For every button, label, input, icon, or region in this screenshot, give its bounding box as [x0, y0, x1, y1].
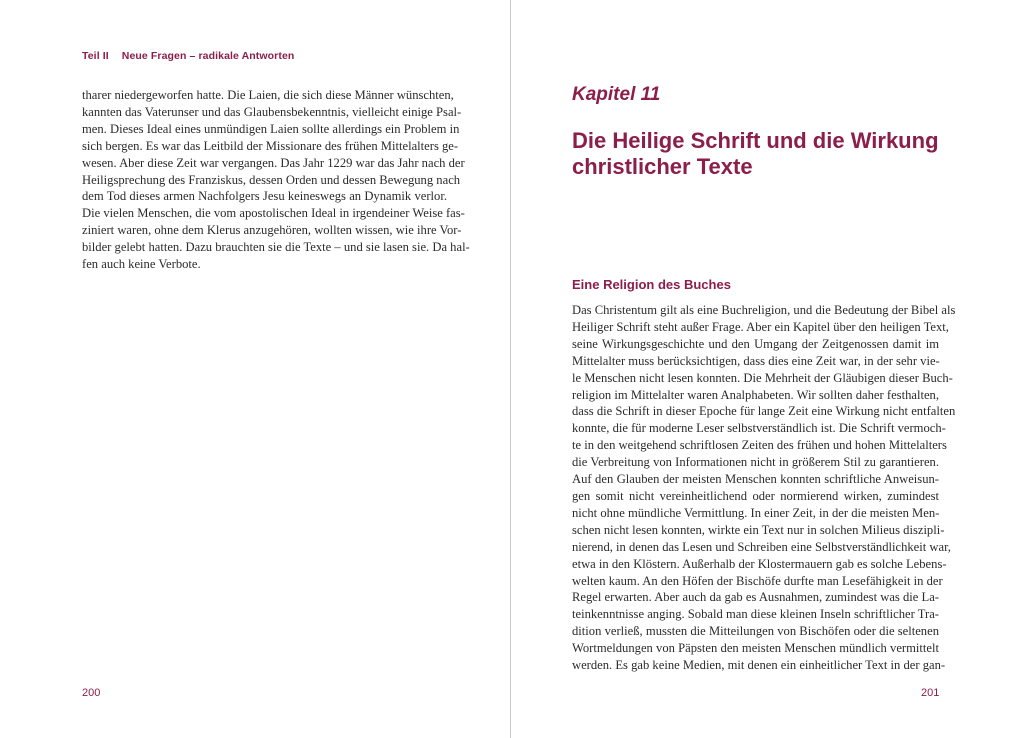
right-page — [511, 0, 1020, 738]
text-line: men. Dieses Ideal eines unmündigen Laien sollte allerdings ein Problem in — [82, 121, 460, 136]
text-line: Wortmeldungen von Päpsten den meisten Menschen mündlich vermittelt — [572, 641, 939, 656]
text-line: Heiliger Schrift steht außer Frage. Aber ein Kapitel über den heiligen Text, — [572, 319, 949, 334]
chapter-title — [572, 128, 952, 180]
text-line: tharer niedergeworfen hatte. Die Laien, die sich diese Männer wünschten, — [82, 88, 454, 102]
text-line: religion im Mittelalter waren Analphabeten. Wir sollten daher festhalten, — [572, 387, 939, 402]
text-line: ziniert waren, ohne dem Klerus anzugehören, wollten wissen, wie ihre Vor- — [82, 223, 462, 238]
running-head — [82, 50, 294, 62]
text-line: die Verbreitung von Informationen nicht in größerem Stil zu garantieren. — [572, 455, 939, 470]
chapter-title-line: Die Heilige Schrift und die Wirkung — [572, 128, 939, 153]
section-title: Eine Religion des Buches — [572, 277, 731, 292]
left-body-text — [82, 87, 470, 273]
text-line: fen auch keine Verbote. — [82, 257, 201, 272]
text-line: bilder gelebt hatten. Dazu brauchten sie die Texte – und sie lasen sie. Da hal- — [82, 240, 470, 255]
text-line: etwa in den Klöstern. Außerhalb der Klostermauern gab es solche Lebens- — [572, 556, 947, 571]
text-line: nicht ohne mündliche Vermittlung. In einer Zeit, in der die meisten Men- — [572, 505, 940, 520]
running-head-title: Neue Fragen – radikale Antworten — [121, 50, 295, 62]
chapter-title-line: christlicher Texte — [572, 154, 753, 179]
text-line: wesen. Aber diese Zeit war vergangen. Das Jahr 1229 war das Jahr nach der — [82, 155, 465, 170]
text-line: le Menschen nicht lesen konnten. Die Mehrheit der Gläubigen dieser Buch- — [572, 370, 953, 385]
text-line: seine Wirkungsgeschichte und den Umgang der Zeitgenossen damit im — [572, 336, 939, 351]
chapter-label: Kapitel 11 — [572, 84, 661, 105]
text-line: werden. Es gab keine Medien, mit denen ein einheitlicher Text in der gan- — [572, 658, 946, 673]
text-line: konnte, die für moderne Leser selbstverständlich ist. Die Schrift vermoch- — [572, 421, 946, 436]
text-line: nierend, in denen das Lesen und Schreiben eine Selbstverständlichkeit war, — [572, 539, 951, 554]
text-line: gen somit nicht vereinheitlichend oder normierend wirken, zumindest — [572, 488, 939, 503]
text-line: Auf den Glauben der meisten Menschen konnten schriftliche Anweisun- — [572, 472, 939, 487]
text-line: dass die Schrift in dieser Epoche für lange Zeit eine Wirkung nicht entfalten — [572, 404, 956, 419]
text-line: teinkenntnisse anging. Sobald man diese kleinen Inseln schriftlicher Tra- — [572, 607, 939, 622]
text-line: welten kaum. An den Höfen der Bischöfe durfte man Lesefähigkeit in der — [572, 573, 943, 588]
text-line: Heiligsprechung des Franziskus, dessen Orden und dessen Bewegung nach — [82, 172, 461, 187]
page-number-left: 200 — [82, 687, 101, 699]
text-line: Das Christentum gilt als eine Buchreligion, und die Bedeutung der Bibel als — [572, 303, 956, 317]
text-line: sich bergen. Es war das Leitbild der Missionare des frühen Mittelalters ge- — [82, 138, 459, 153]
text-line: schen nicht lesen konnten, wirkte ein Text nur in solchen Milieus diszipli- — [572, 522, 945, 537]
text-line: Mittelalter muss berücksichtigen, dass dies eine Zeit war, in der sehr vie- — [572, 353, 940, 368]
text-line: Die vielen Menschen, die vom apostolischen Ideal in irgendeiner Weise fas- — [82, 206, 465, 221]
text-line: te in den weitgehend schriftlosen Zeiten des frühen und hohen Mittelalters — [572, 438, 947, 453]
page-number-right: 201 — [921, 687, 940, 699]
text-line: kannten das Vaterunser und das Glaubensbekenntnis, vielleicht einige Psal- — [82, 104, 462, 119]
text-line: dition verließ, mussten die Mitteilungen von Bischöfen oder die seltenen — [572, 624, 939, 639]
text-line: dem Tod dieses armen Nachfolgers Jesu keineswegs an Dynamik verlor. — [82, 189, 447, 204]
text-line: Regel erwarten. Aber auch da gab es Ausnahmen, zumindest was die La- — [572, 590, 939, 605]
running-head-part: Teil II — [82, 50, 109, 62]
right-body-text — [572, 302, 956, 674]
